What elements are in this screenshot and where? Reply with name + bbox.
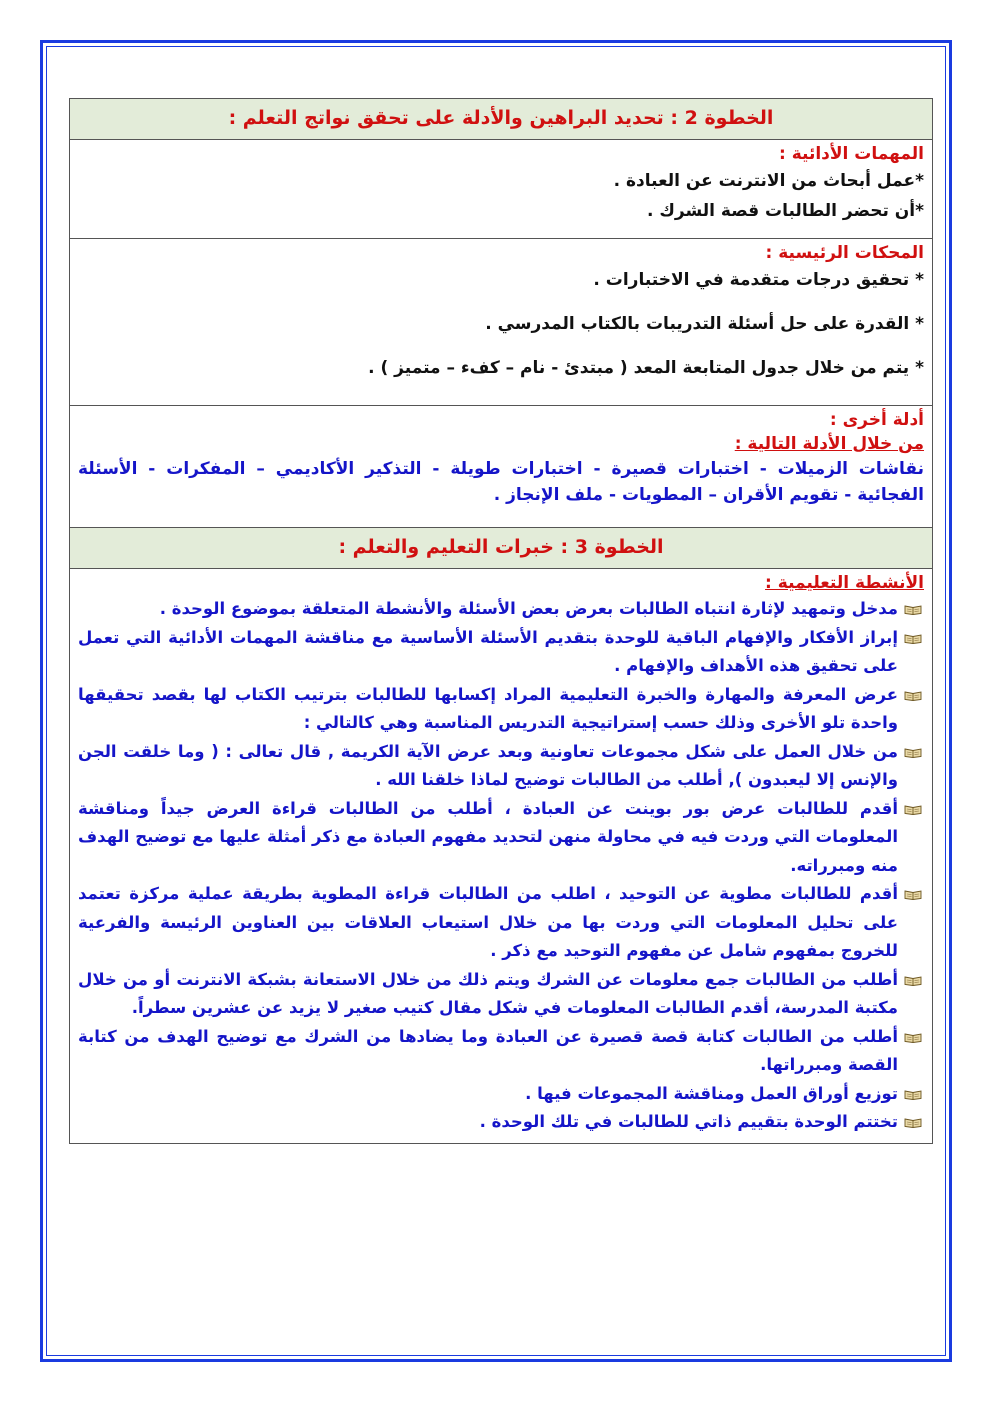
activity-item (78, 795, 924, 881)
performance-tasks-cell (70, 140, 933, 239)
activity-text: أطلب من الطالبات كتابة قصة قصيرة عن العبادة وما يضادها من الشرك مع توضيح الهدف من كتابة القصة ومبرراتها. (78, 1026, 898, 1074)
activity-item (78, 1080, 924, 1109)
activity-item (78, 880, 924, 966)
activity-text: من خلال العمل على شكل مجموعات تعاونية وبعد عرض الآية الكريمة , قال تعالى : ( وما خلقت الجن والإنس إلا ليعبدون ), أطلب من الطالبات توضيح لماذا خلقنا الله . (78, 741, 898, 789)
activity-text: توزيع أوراق العمل ومناقشة المجموعات فيها . (525, 1083, 898, 1103)
activity-text: أقدم للطالبات مطوية عن التوحيد ، اطلب من الطالبات قراءة المطوية بطريقة عملية مركزة تعتمد على تحليل المعلومات التي وردت بها من خلال استيعاب العلاقات بين العناوين الرئيسة والفرعية للخروج بمفهوم شامل عن مفهوم التوحيد مع ذكر . (78, 884, 898, 960)
book-icon (904, 690, 922, 701)
step3-header-row (70, 528, 933, 569)
activity-text: أقدم للطالبات عرض بور بوينت عن العبادة ، أطلب من الطالبات قراءة العرض جيداً ومناقشة المعلومات التي وردت فيه في محاولة منهن لتحديد مفهوم العبادة مع ذكر أمثلة عليها مع توضيح الهدف منه ومبرراته. (78, 798, 898, 875)
activity-item (78, 681, 924, 738)
criteria-item: * تحقيق درجات متقدمة في الاختبارات . (593, 270, 924, 290)
activity-text: مدخل وتمهيد لإثارة انتباه الطالبات بعرض بعض الأسئلة والأنشطة المتعلقة بموضوع الوحدة . (159, 599, 898, 618)
performance-tasks-row (70, 140, 933, 239)
activities-title: الأنشطة التعليمية : (765, 573, 924, 593)
book-icon (904, 975, 922, 986)
book-icon (904, 604, 922, 615)
activity-text: تختتم الوحدة بتقييم ذاتي للطالبات في تلك الوحدة . (479, 1112, 898, 1131)
step2-header-row (70, 99, 933, 140)
book-icon (904, 1089, 922, 1100)
activity-item (78, 595, 924, 624)
book-icon (904, 1117, 922, 1128)
activity-item (78, 1108, 924, 1137)
book-icon (904, 747, 922, 758)
criteria-item: * يتم من خلال جدول المتابعة المعد ( مبتدئ - نام – كفء – متميز ) . (368, 358, 924, 378)
performance-task-item: *أن تحضر الطالبات قصة الشرك . (646, 201, 924, 221)
step3-title: الخطوة 3 : خبرات التعليم والتعلم : (70, 528, 933, 569)
activity-text: إبراز الأفكار والإفهام الباقية للوحدة بتقديم الأسئلة الأساسية مع مناقشة المهمات الأدائية التي تعمل على تحقيق هذه الأهداف والإفهام . (78, 627, 898, 675)
activities-cell (70, 569, 933, 1144)
step2-title: الخطوة 2 : تحديد البراهين والأدلة على تحقق نواتج التعلم : (70, 99, 933, 140)
book-icon (904, 889, 922, 900)
other-evidence-text: نقاشات الزميلات - اختبارات قصيرة - اختبارات طويلة - التذكير الأكاديمي – المفكرات - الأسئلة الفجائية - تقويم الأقران – المطويات - ملف الإنجاز . (78, 459, 924, 505)
other-evidence-subtitle: من خلال الأدلة التالية : (734, 434, 924, 454)
activity-text: عرض المعرفة والمهارة والخبرة التعليمية المراد إكسابها للطالبات بترتيب الكتاب لها بقصد تحقيقها واحدة تلو الأخرى وذلك حسب إستراتيجية التدريس المناسبة وهي كالتالي : (78, 684, 898, 732)
performance-tasks-title: المهمات الأدائية : (779, 144, 924, 164)
activity-item (78, 966, 924, 1023)
activity-item (78, 1023, 924, 1080)
criteria-item: * القدرة على حل أسئلة التدريبات بالكتاب المدرسي . (485, 314, 924, 334)
main-criteria-title: المحكات الرئيسية : (765, 243, 924, 263)
other-evidence-cell (70, 406, 933, 528)
other-evidence-title: أدلة أخرى : (829, 410, 924, 430)
book-icon (904, 633, 922, 644)
activity-item (78, 738, 924, 795)
activity-text: أطلب من الطالبات جمع معلومات عن الشرك ويتم ذلك من خلال الاستعانة بشبكة الانترنت أو من خلال مكتبة المدرسة، أقدم الطالبات المعلومات في شكل مقال كتيب صغير لا يزيد عن عشرين سطراً. (78, 969, 898, 1017)
activities-row (70, 569, 933, 1144)
other-evidence-row (70, 406, 933, 528)
activities-list (78, 595, 924, 1137)
performance-task-item: *عمل أبحاث من الانترنت عن العبادة . (613, 171, 924, 191)
book-icon (904, 1032, 922, 1043)
main-criteria-cell (70, 239, 933, 406)
lesson-plan-table (69, 98, 933, 1144)
activity-item (78, 624, 924, 681)
book-icon (904, 804, 922, 815)
main-criteria-row (70, 239, 933, 406)
